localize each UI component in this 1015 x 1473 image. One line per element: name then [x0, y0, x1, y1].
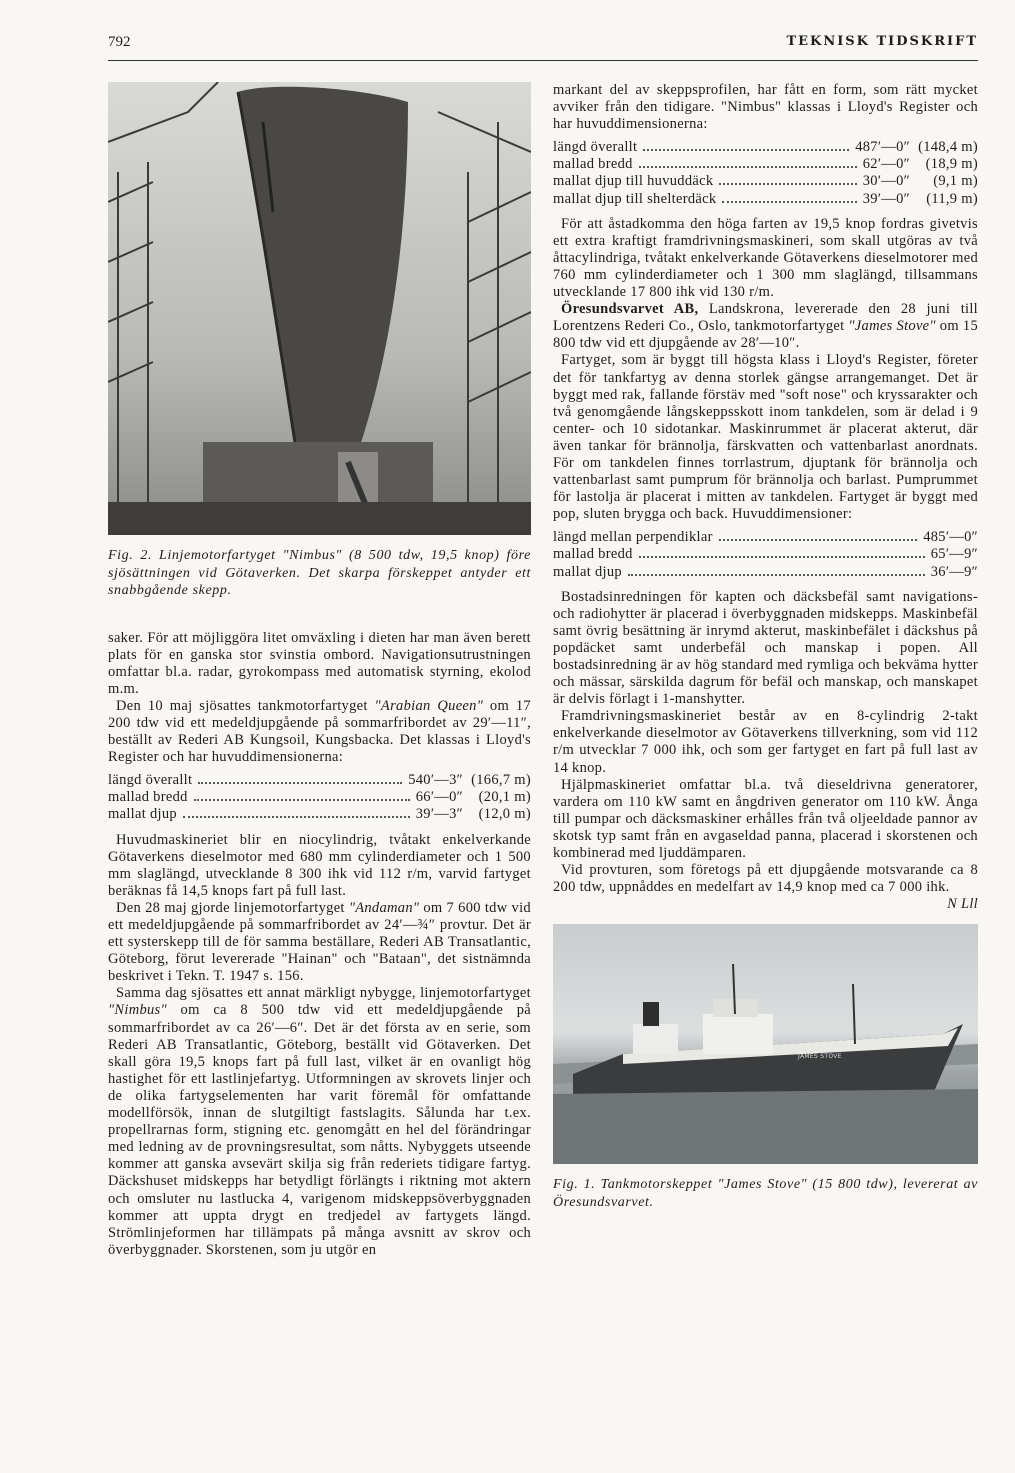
paragraph: Hjälpmaskineriet omfattar bl.a. två dieseldrivna generatorer, vardera om 110 kW samt en ångdriven generator om 110 kW. Ånga till pumpar och däcksmaskiner erhålles från två oljeeldade pannor av skotsk typ samt från en avgaseldad panna, placerad i skorstenen och kombinerad med ljuddämparen. — [553, 776, 978, 862]
figure-2-caption: Fig. 2. Linjemotorfartyget "Nimbus" (8 500 tdw, 19,5 knop) före sjösättningen vid Götaverken. Det skarpa förskeppet antyder ett snabbgående skepp. — [108, 548, 531, 598]
paragraph: Samma dag sjösattes ett annat märkligt nybygge, linjemotorfartyget "Nimbus" om ca 8 500 tdw vid ett medeldjupgående på sommarfribordet av ca 26′—6″. Det är det första av en serie, som Rederi AB Transatlantic, Göteborg, beställt vid Götaverken. Det skall göra 19,5 knops fart på full last, vilket är en ovanligt hög hastighet för ett lastlinjefartyg. Utformningen av skrovets linjer och de olika fartygselementen har varit föremål för omfattande modellförsök, innan de slutgiltigt fastslagits. Sålunda har t.ex. propellrarnas form, stigning etc. genomgått en hel del förändringar med ledning av de provningsresultat, som nåtts. Nybyggets utseende kommer att ganska avsevärt skilja sig från rederiets tidigare fartyg. Däckshuset midskepps har betydligt förlängts i riktning mot aktern och omsluter nu lastlucka 4, varigenom midskeppsöverbyggnaden kommer att uppta drygt en tredjedel av fartygets längd. Strömlinjeformen har tillämpats på många avsnitt av skrov och överbyggnader. Skorstenen, som ju utgör en — [108, 985, 531, 1258]
paragraph: Huvudmaskineriet blir en niocylindrig, tvåtakt enkelverkande Götaverkens dieselmotor med 680 mm cylinderdiameter och 1 500 mm slaglängd, utvecklande 8 300 ihk vid 112 r/m, varvid fartyget beräknas få 14,5 knops fart på full last. — [108, 831, 531, 899]
paragraph: Den 10 maj sjösattes tankmotorfartyget "Arabian Queen" om 17 200 tdw vid ett medeldjupgående på sommarfribordet av 29′—11″, beställt av Rederi AB Kungsoil, Kungsbacka. Det klassas i Lloyd's Register och har huvuddimensionerna: — [108, 697, 531, 766]
paragraph: Den 28 maj gjorde linjemotorfartyget "Andaman" om 7 600 tdw vid ett medeldjupgående på sommarfribordet av 24′—¾″ provtur. Det är ett systerskepp till de för samma beställare, Rederi AB Transatlantic, Göteborg, förut levererade "Hainan" och "Bataan", det sistnämnda beskrivet i Tekn. T. 1947 s. 156. — [108, 899, 531, 985]
figure-1-caption: Fig. 1. Tankmotorskeppet "James Stove" (15 800 tdw), levererat av Öresundsvarvet. — [553, 1177, 978, 1210]
table-row: mallad bredd 62′—0″ (18,9 m) — [553, 156, 978, 173]
company-name: Öresundsvarvet AB, — [561, 301, 699, 318]
ship-name: "Arabian Queen" — [374, 697, 484, 714]
figure-2-photo — [108, 82, 531, 535]
paragraph: Fartyget, som är byggt till högsta klass i Lloyd's Register, företer det för tankfartyg av denna storlek gängse arrangemanget. Det är byggt med rak, fallande förstäv med "soft nose" och kryssarakter och två genomgående långskeppsskott inom tankdelen, som är delad i 9 center- och 10 sidotankar. Maskinrummet är placerat akterut, där även tankar för brännolja, färskvatten och vattenbarlast anordnats. För om tankdelen finnes torrlastrum, djuptank för brännolja och vattenbarlast samt pumprum för brännolja och barlast. Pumprummet för lastolja är placerat i mitten av tankdelen. Fartyget är byggt med pop, sluten brygga och back. Huvuddimensioner: — [553, 352, 978, 523]
ship-name: "James Stove" — [848, 318, 936, 335]
dimensions-table-nimbus — [553, 139, 978, 207]
header-rule — [108, 60, 978, 61]
left-column — [108, 82, 531, 1259]
page-number: 792 — [108, 34, 131, 50]
paragraph: Bostadsinredningen för kapten och däcksbefäl samt navigations- och radiohytter är placerad i överbyggnaden midskepps. Maskinbefäl samt övrig besättning är inrymd akterut, maskinbefälet i däckshus på popdäcket samt underbefäl och manskap i popen. All bostadsinredning är av hög standard med rymliga och bekväma hytter och mässar, särskilda dagrum för befäl och manskap, och manskapet är delvis förlagt i 1-manshytter. — [553, 588, 978, 708]
journal-title: TEKNISK TIDSKRIFT — [786, 34, 978, 49]
ship-name: "Nimbus" — [108, 1002, 167, 1019]
table-row: längd överallt 487′—0″ (148,4 m) — [553, 139, 978, 156]
author-signature: N Lll — [947, 896, 978, 913]
paragraph: saker. För att möjliggöra litet omväxling i dieten har man även berett plats för en ganska stor svinstia ombord. Navigationsutrustningen omfattar bl.a. radar, gyrokompass med automatisk styrning, ekolod m.m. — [108, 629, 531, 697]
table-row: mallat djup till shelterdäck 39′—0″ (11,9 m) — [553, 190, 978, 207]
right-column — [553, 82, 978, 1241]
paragraph: Vid provturen, som företogs på ett djupgående motsvarande ca 8 200 tdw, uppnåddes en medelfart av 14,9 knop med ca 7 000 ihk. N Lll — [553, 862, 978, 913]
paragraph: Öresundsvarvet AB, Landskrona, levererade den 28 juni till Lorentzens Rederi Co., Oslo, tankmotorfartyget "James Stove" om 15 800 tdw vid ett djupgående av 28′—10″. — [553, 301, 979, 352]
dimensions-table-arabian-queen — [108, 772, 531, 823]
table-row: längd överallt 540′—3″ (166,7 m) — [108, 772, 531, 789]
paragraph: Framdrivningsmaskineriet består av en 8-cylindrig 2-takt enkelverkande dieselmotor av Götaverkens tillverkning, som vid 112 r/m utvecklar 7 000 ihk, och som ger fartyget en fart på full last av 14 knop. — [553, 708, 978, 776]
table-row: mallad bredd 66′—0″ (20,1 m) — [108, 789, 531, 806]
ship-name: "Andaman" — [348, 899, 420, 916]
table-row: mallat djup till huvuddäck 30′—0″ (9,1 m) — [553, 173, 978, 190]
table-row: mallad bredd 65′—9″ — [553, 546, 978, 563]
table-row: längd mellan perpendiklar 485′—0″ — [553, 529, 978, 546]
dimensions-table-james-stove — [553, 529, 978, 580]
paragraph: markant del av skeppsprofilen, har fått en form, som rätt mycket avviker från den tidigare. "Nimbus" klassas i Lloyd's Register och har huvuddimensionerna: — [553, 82, 978, 133]
paragraph: För att åstadkomma den höga farten av 19,5 knop fordras givetvis ett extra kraftigt framdrivningsmaskineri, som skall utgöras av två åttacylindriga, tvåtakt enkelverkande Götaverkens dieselmotorer med 760 mm cylinderdiameter och 1 300 mm slaglängd, tillsammans utvecklande 17 800 ihk vid 130 r/m. — [553, 215, 978, 301]
figure-1-photo — [553, 924, 978, 1164]
table-row: mallat djup 39′—3″ (12,0 m) — [108, 806, 531, 823]
hull-lettering: JAMES STOVE — [798, 1053, 842, 1061]
table-row: mallat djup 36′—9″ — [553, 563, 978, 580]
